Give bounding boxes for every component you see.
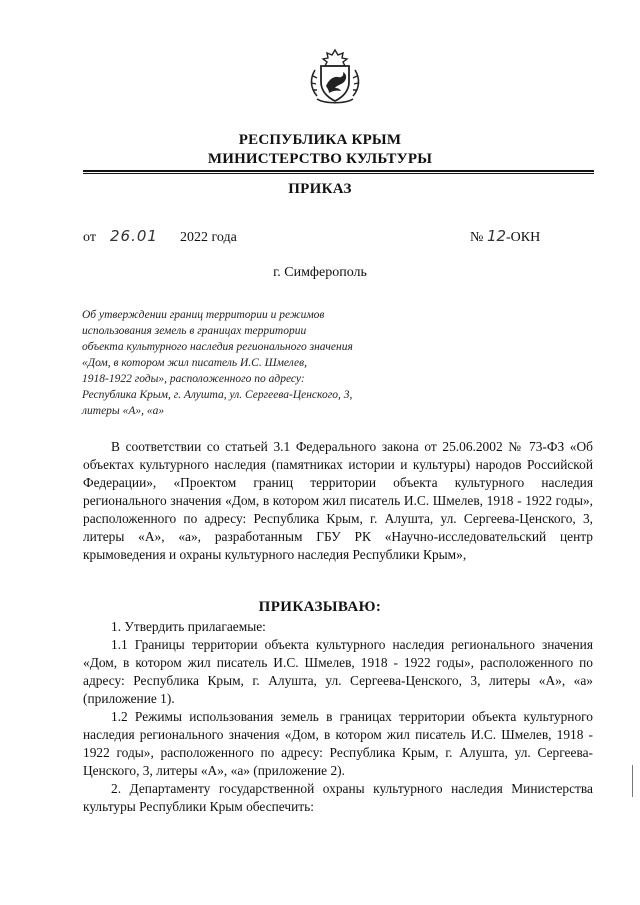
clause-1-1: 1.1 Границы территории объекта культурного наследия регионального значения «Дом, в котором жил писатель И.С. Шмелев, 1918 - 1922 годы», расположенного по адресу: Республика Крым, г. Алушта, ул. Сергеева-Ценского, 3, литеры «А», «а» (приложение 1). — [83, 637, 593, 706]
clause-2: 2. Департаменту государственной охраны культурного наследия Министерства культуры Республики Крым обеспечить: — [83, 781, 593, 814]
subject-line: «Дом, в котором жил писатель И.С. Шмелев, — [82, 357, 308, 369]
date-year: 2022 года — [180, 230, 237, 245]
date-handwritten: 26.01 — [110, 227, 158, 245]
header-divider-thin — [83, 173, 594, 174]
city-name: г. Симферополь — [273, 265, 367, 280]
number-handwritten: 12 — [487, 227, 507, 245]
document-type-title: ПРИКАЗ — [288, 181, 352, 197]
clause-1-2: 1.2 Режимы использования земель в границах территории объекта культурного наследия регионального значения «Дом, в котором жил писатель И.С. Шмелев, 1918 - 1922 годы», расположенного по адресу: Республика Крым, г. Алушта, ул. Сергеева-Ценского, 3, литеры «А», «а» (приложение 2). — [83, 709, 593, 778]
subject-line: литеры «А», «а» — [82, 405, 165, 417]
subject-line: использования земель в границах территории — [82, 325, 307, 337]
subject-line: Об утверждении границ территории и режимов — [82, 309, 325, 321]
number-label: № — [470, 230, 484, 245]
coat-of-arms-emblem — [303, 46, 367, 108]
preamble — [83, 438, 593, 564]
subject-line: Республика Крым, г. Алушта, ул. Сергеева-Ценского, 3, — [82, 389, 353, 401]
number-suffix: -ОКН — [506, 230, 541, 245]
subject-line: объекта культурного наследия регионального значения — [82, 341, 353, 353]
subject-line: 1918-1922 годы», расположенного по адресу: — [82, 373, 305, 385]
date-from-label: от — [83, 230, 96, 245]
order-subject — [82, 307, 402, 419]
header-divider — [83, 170, 594, 172]
scan-margin-mark — [632, 765, 633, 797]
org-republic-name: РЕСПУБЛИКА КРЫМ — [238, 132, 402, 148]
org-ministry-name: МИНИСТЕРСТВО КУЛЬТУРЫ — [207, 151, 433, 167]
order-directive-heading: ПРИКАЗЫВАЮ: — [258, 599, 382, 615]
preamble-paragraph: В соответствии со статьей 3.1 Федерального закона от 25.06.2002 № 73-ФЗ «Об объектах культурного наследия (памятниках истории и культуры) народов Российской Федерации», «Проектом границ территории объекта культурного наследия регионального значения «Дом, в котором жил писатель И.С. Шмелев, 1918 - 1922 годы», расположенного по адресу: Республика Крым, г. Алушта, ул. Сергеева-Ценского, 3, литеры «А», «а», разработанным ГБУ РК «Научно-исследовательский центр крымоведения и охраны культурного наследия Республики Крым», — [83, 439, 593, 562]
order-clauses — [83, 618, 593, 816]
clause-1: 1. Утвердить прилагаемые: — [111, 619, 266, 634]
